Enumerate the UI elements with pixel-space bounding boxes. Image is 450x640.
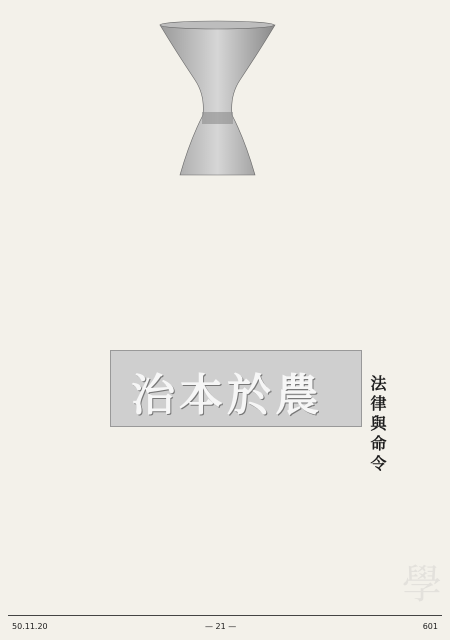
body-text-right-intro	[385, 200, 440, 375]
bronze-vessel-image	[150, 20, 285, 180]
watermark: 學	[402, 562, 442, 608]
page-footer	[0, 618, 450, 636]
section-title: 法律與命令	[368, 375, 387, 475]
footer-rule	[8, 615, 442, 616]
banner-calligraphy: 治本於農	[131, 370, 323, 421]
body-text-lower-left	[12, 345, 102, 610]
footer-page-marker: — 21 —	[205, 622, 237, 631]
body-text-mid-left	[12, 200, 222, 340]
calligraphy-banner	[110, 350, 362, 427]
footer-right: 601	[422, 622, 438, 631]
body-text-top-right	[300, 18, 440, 168]
footer-date: 50.11.20	[12, 622, 48, 631]
body-text-top-left	[12, 18, 142, 188]
body-text-mid-right	[230, 200, 370, 340]
body-text-far-left	[105, 445, 185, 610]
